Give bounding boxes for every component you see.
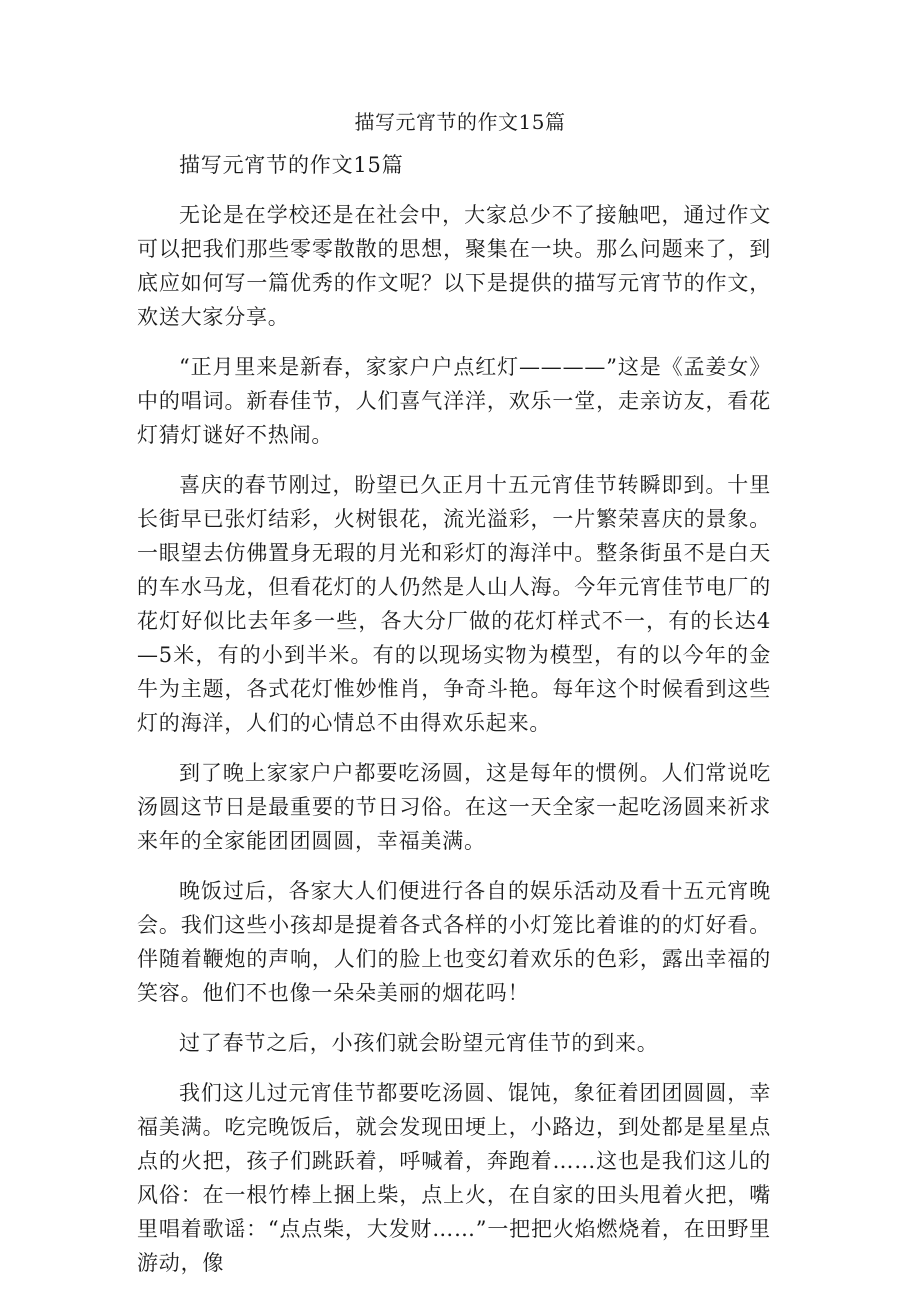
paragraph-customs: 我们这儿过元宵佳节都要吃汤圆、馄饨，象征着团团圆圆，幸福美满。吃完晚饭后，就会发现田埂上，小路边，到处都是星星点点的火把，孩子们跳跃着，呼喊着，奔跑着……这也是我们这儿的风俗：在一根竹棒上捆上柴，点上火，在自家的田头甩着火把，嘴里唱着歌谣：“点点柴，大发财……”一把把火焰燃烧着，在田野里游动，像: [137, 1081, 771, 1275]
document-subtitle: 描写元宵节的作文15篇: [179, 153, 404, 177]
paragraph-intro: 无论是在学校还是在社会中，大家总少不了接触吧，通过作文可以把我们那些零零散散的思想，聚集在一块。那么问题来了，到底应如何写一篇优秀的作文呢？以下是提供的描写元宵节的作文，欢送大家分享。: [137, 203, 771, 329]
paragraph-tangyuan: 到了晚上家家户户都要吃汤圆，这是每年的惯例。人们常说吃汤圆这节日是最重要的节日习俗。在这一天全家一起吃汤圆来祈求来年的全家能团团圆圆，幸福美满。: [137, 761, 771, 853]
document-title: 描写元宵节的作文15篇: [354, 110, 566, 134]
paragraph-anticipation: 过了春节之后，小孩们就会盼望元宵佳节的到来。: [179, 1031, 659, 1055]
paragraph-evening: 晚饭过后，各家大人们便进行各自的娱乐活动及看十五元宵晚会。我们这些小孩却是提着各式各样的小灯笼比着谁的的灯好看。伴随着鞭炮的声响，人们的脸上也变幻着欢乐的色彩，露出幸福的笑容。他们不也像一朵朵美丽的烟花吗！: [137, 879, 771, 1005]
paragraph-song-lyric: “正月里来是新春，家家户户点红灯————”这是《孟姜女》中的唱词。新春佳节，人们喜气洋洋，欢乐一堂，走亲访友，看花灯猜灯谜好不热闹。: [137, 355, 771, 447]
document-body: [137, 148, 771, 1296]
paragraph-lanterns: 喜庆的春节刚过，盼望已久正月十五元宵佳节转瞬即到。十里长街早已张灯结彩，火树银花，流光溢彩，一片繁荣喜庆的景象。一眼望去仿佛置身无瑕的月光和彩灯的海洋中。整条街虽不是白天的车水马龙，但看花灯的人仍然是人山人海。今年元宵佳节电厂的花灯好似比去年多一些，各大分厂做的花灯样式不一，有的长达4—5米，有的小到半米。有的以现场实物为模型，有的以今年的金牛为主题，各式花灯惟妙惟肖，争奇斗艳。每年这个时候看到这些灯的海洋，人们的心情总不由得欢乐起来。: [137, 473, 771, 735]
